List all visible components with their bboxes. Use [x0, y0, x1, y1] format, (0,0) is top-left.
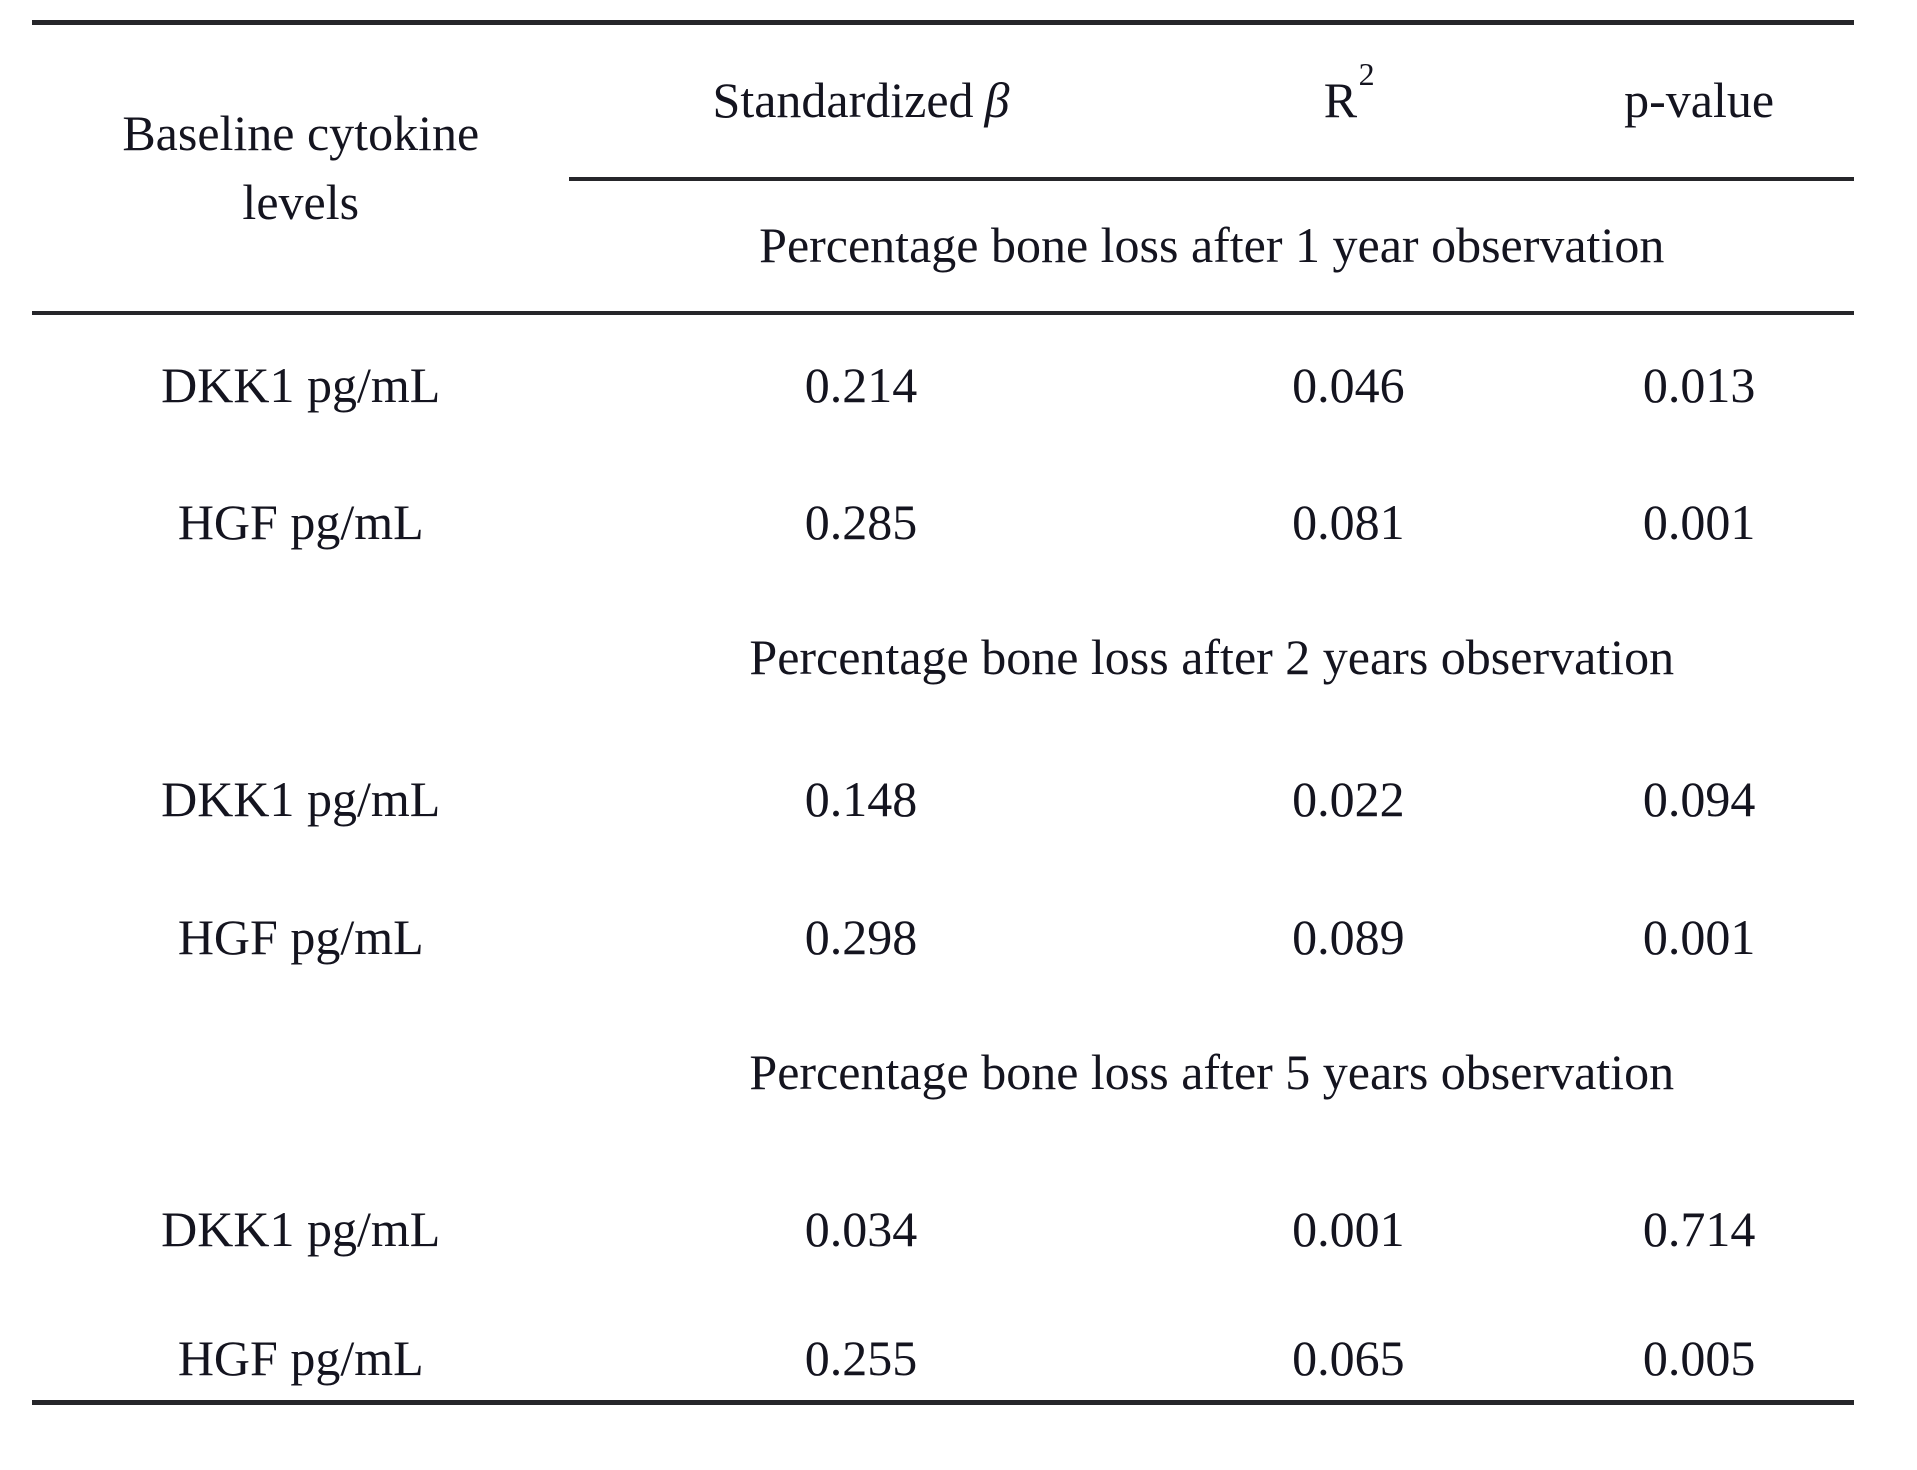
section-1-subheader: Percentage bone loss after 1 year observation	[569, 179, 1854, 313]
cell-std-beta: 0.214	[804, 357, 918, 414]
regression-results-table	[32, 20, 1854, 1405]
row-label: HGF pg/mL	[177, 1330, 424, 1386]
col-header-standardized-beta	[569, 23, 1152, 179]
cell-r2: 0.065	[1292, 1330, 1405, 1386]
corner-header-line1: Baseline cytokine	[122, 104, 480, 161]
cell-p: 0.005	[1642, 1330, 1756, 1386]
corner-header	[32, 23, 569, 313]
cell-r2: 0.081	[1292, 493, 1405, 550]
beta-symbol: β	[984, 72, 1010, 128]
table-row	[32, 458, 1854, 588]
section-3-subheader-row	[32, 1003, 1854, 1143]
cell-std-beta: 0.298	[804, 908, 918, 965]
cell-std-beta: 0.034	[804, 1201, 918, 1258]
cell-std-beta: 0.285	[804, 493, 918, 550]
header-row	[32, 23, 1854, 179]
row-label: HGF pg/mL	[177, 908, 424, 965]
empty-cell	[32, 1003, 569, 1143]
cell-p: 0.001	[1642, 493, 1756, 550]
cell-p: 0.714	[1642, 1201, 1756, 1258]
r-label: R	[1323, 72, 1358, 128]
cell-p: 0.094	[1642, 771, 1756, 828]
cell-r2: 0.046	[1292, 357, 1405, 414]
corner-header-line2: levels	[242, 173, 360, 230]
cell-std-beta: 0.255	[804, 1330, 918, 1386]
table-row	[32, 728, 1854, 873]
r-squared-sup: 2	[1358, 55, 1375, 92]
col-header-r-squared	[1153, 23, 1545, 179]
row-label: DKK1 pg/mL	[161, 771, 441, 828]
cell-r2: 0.089	[1292, 908, 1405, 965]
empty-cell	[32, 588, 569, 728]
table-row	[32, 1143, 1854, 1318]
cell-p: 0.001	[1642, 908, 1756, 965]
cell-r2: 0.022	[1292, 771, 1405, 828]
section-3-subheader: Percentage bone loss after 5 years observation	[749, 1043, 1675, 1100]
table-row	[32, 313, 1854, 458]
cell-std-beta: 0.148	[804, 771, 918, 828]
row-label: HGF pg/mL	[177, 493, 424, 550]
cell-r2: 0.001	[1292, 1201, 1405, 1258]
row-label: DKK1 pg/mL	[161, 1201, 441, 1258]
section-2-subheader-row	[32, 588, 1854, 728]
row-label: DKK1 pg/mL	[161, 357, 441, 414]
section-2-subheader: Percentage bone loss after 2 years observation	[749, 628, 1675, 685]
cell-p: 0.013	[1642, 357, 1756, 414]
table-row	[32, 873, 1854, 1003]
col-header-p-value: p-value	[1624, 72, 1775, 128]
standardized-label: Standardized	[712, 72, 974, 128]
table-row	[32, 1318, 1854, 1403]
